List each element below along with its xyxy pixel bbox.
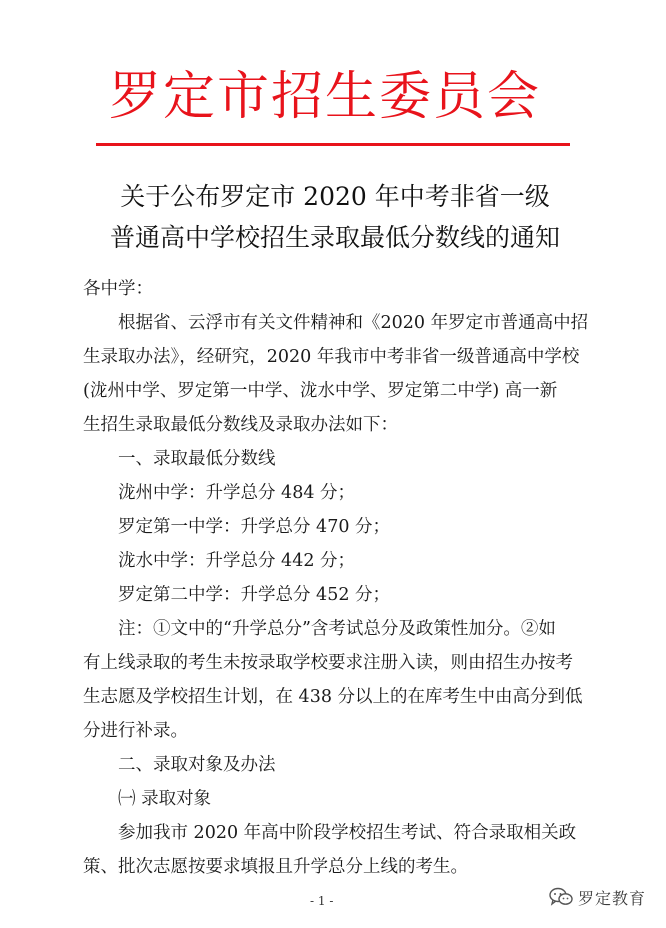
note-line: 分进行补录。 bbox=[83, 721, 188, 741]
score-line: 罗定第一中学：升学总分 470 分； bbox=[118, 517, 391, 537]
paragraph-line: 生录取办法》，经研究，2020 年我市中考非省一级普通高中学校 bbox=[83, 347, 580, 367]
salutation: 各中学： bbox=[83, 279, 153, 299]
note-line: 注：①文中的“升学总分”含考试总分及政策性加分。②如 bbox=[118, 619, 556, 639]
paragraph-line: 策、批次志愿按要求填报且升学总分上线的考生。 bbox=[83, 857, 468, 877]
paragraph-line: 生招生录取最低分数线及录取办法如下： bbox=[83, 415, 398, 435]
note-line: 生志愿及学校招生计划，在 438 分以上的在库考生中由高分到低 bbox=[83, 687, 583, 707]
section-heading: 二、录取对象及办法 bbox=[118, 755, 276, 775]
note-line: 有上线录取的考生未按录取学校要求注册入读，则由招生办按考 bbox=[83, 653, 573, 673]
notice-title-line-2: 普通高中学校招生录取最低分数线的通知 bbox=[109, 223, 560, 252]
wechat-icon bbox=[549, 887, 573, 907]
watermark bbox=[549, 884, 646, 910]
paragraph-line: (泷州中学、罗定第一中学、泷水中学、罗定第二中学) 高一新 bbox=[83, 381, 558, 401]
paragraph-line: 参加我市 2020 年高中阶段学校招生考试、符合录取相关政 bbox=[118, 823, 577, 843]
score-line: 罗定第二中学：升学总分 452 分； bbox=[118, 585, 391, 605]
score-line: 泷州中学：升学总分 484 分； bbox=[118, 483, 356, 503]
section-heading: 一、录取最低分数线 bbox=[118, 449, 276, 469]
page-number: - 1 - bbox=[310, 894, 334, 908]
paragraph-line: 根据省、云浮市有关文件精神和《2020 年罗定市普通高中招 bbox=[118, 313, 589, 333]
score-line: 泷水中学：升学总分 442 分； bbox=[118, 551, 356, 571]
organization-header: 罗定市招生委员会 bbox=[108, 67, 541, 127]
notice-title-line-1: 关于公布罗定市 2020 年中考非省一级 bbox=[120, 182, 550, 211]
red-divider-line bbox=[96, 143, 570, 146]
subsection-heading: ㈠ 录取对象 bbox=[118, 789, 212, 809]
watermark-text: 罗定教育 bbox=[578, 888, 647, 908]
